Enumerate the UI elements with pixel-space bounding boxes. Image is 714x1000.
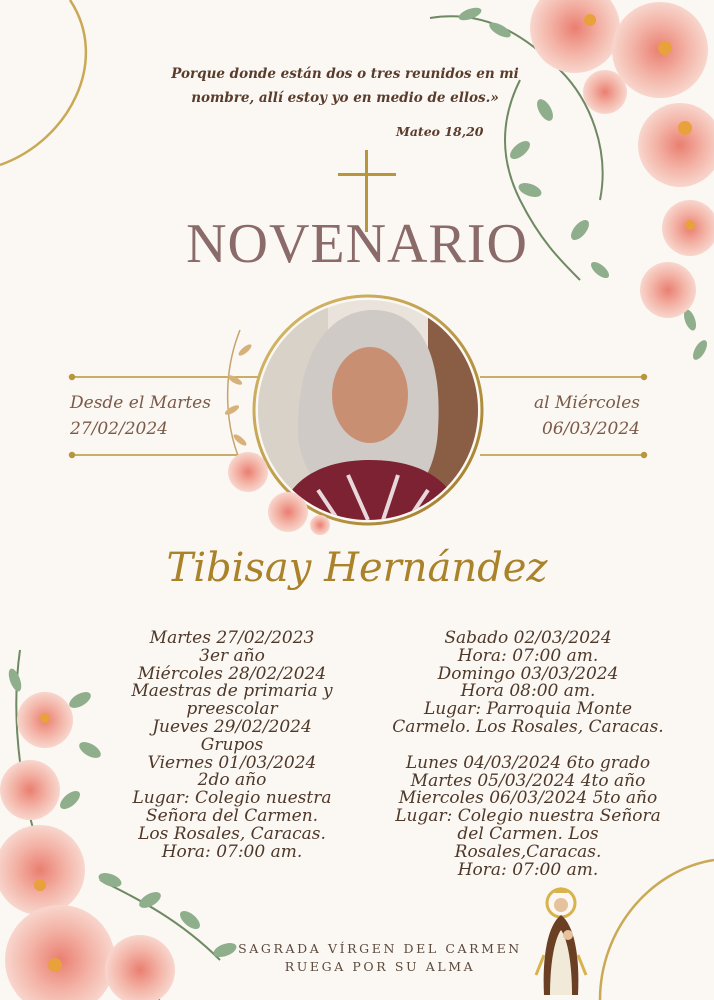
- floral-top-right: [430, 0, 714, 362]
- verse-line-1: Porque donde están dos o tres reunidos en mi: [171, 66, 519, 82]
- schedule-line: Lugar: Colegio nuestra Señora: [395, 806, 661, 827]
- end-date-value: 06/03/2024: [542, 419, 640, 439]
- schedule-left: [96, 630, 368, 861]
- end-date: [500, 390, 640, 442]
- schedule-line: Rosales,Caracas.: [454, 841, 602, 862]
- schedule-line: Maestras de primaria y: [131, 681, 333, 702]
- schedule-right: [378, 630, 678, 879]
- schedule-line: Grupos: [200, 734, 264, 755]
- schedule-line: 3er año: [199, 645, 265, 666]
- schedule-line: del Carmen. Los: [457, 823, 599, 844]
- schedule-line: Lunes 04/03/2024 6to grado: [405, 752, 651, 773]
- schedule-right-group-b: [378, 752, 678, 880]
- schedule-line: Domingo 03/03/2024: [437, 663, 619, 684]
- schedule-line: Martes 05/03/2024 4to año: [410, 770, 646, 791]
- portrait-photo: [258, 300, 478, 520]
- schedule-line: Hora: 07:00 am.: [457, 859, 599, 880]
- verse-reference: Mateo 18,20: [396, 124, 484, 139]
- footer-line-1: SAGRADA VÍRGEN DEL CARMEN: [238, 941, 522, 956]
- bible-verse: [160, 62, 530, 110]
- schedule-line: Carmelo. Los Rosales, Caracas.: [392, 716, 664, 737]
- schedule-line: Sabado 02/03/2024: [444, 628, 612, 648]
- schedule-right-group-a: [378, 630, 678, 737]
- start-date: [70, 390, 230, 442]
- page-title: NOVENARIO: [186, 213, 528, 275]
- schedule-line: Lugar: Colegio nuestra: [132, 788, 332, 809]
- footer-line-2: RUEGA POR SU ALMA: [284, 959, 476, 974]
- schedule-line: Los Rosales, Caracas.: [138, 823, 326, 844]
- schedule-line: Señora del Carmen.: [145, 805, 319, 826]
- schedule-line: Lugar: Parroquia Monte: [423, 699, 633, 720]
- schedule-line: Hora 08:00 am.: [460, 681, 596, 702]
- schedule-line: Viernes 01/03/2024: [147, 752, 317, 773]
- gold-arc-top-left: [0, 0, 86, 165]
- schedule-line: Martes 27/02/2023: [149, 628, 315, 648]
- start-date-label: Desde el Martes: [70, 393, 211, 413]
- schedule-line: Hora: 07:00 am.: [457, 645, 599, 666]
- gold-arc-bottom-right: [600, 860, 714, 1000]
- deceased-name: Tibisay Hernández: [166, 545, 548, 591]
- schedule-line: Jueves 29/02/2024: [152, 716, 312, 737]
- footer-prayer: [200, 940, 560, 976]
- schedule-line: preescolar: [186, 699, 278, 720]
- schedule-line: Miércoles 28/02/2024: [137, 663, 327, 684]
- start-date-value: 27/02/2024: [70, 419, 168, 439]
- schedule-line: Miercoles 06/03/2024 5to año: [398, 788, 658, 809]
- schedule-line: Hora: 07:00 am.: [161, 841, 303, 862]
- verse-line-2: nombre, allí estoy yo en medio de ellos.»: [191, 90, 499, 106]
- end-date-label: al Miércoles: [534, 393, 640, 413]
- schedule-line: 2do año: [197, 770, 267, 791]
